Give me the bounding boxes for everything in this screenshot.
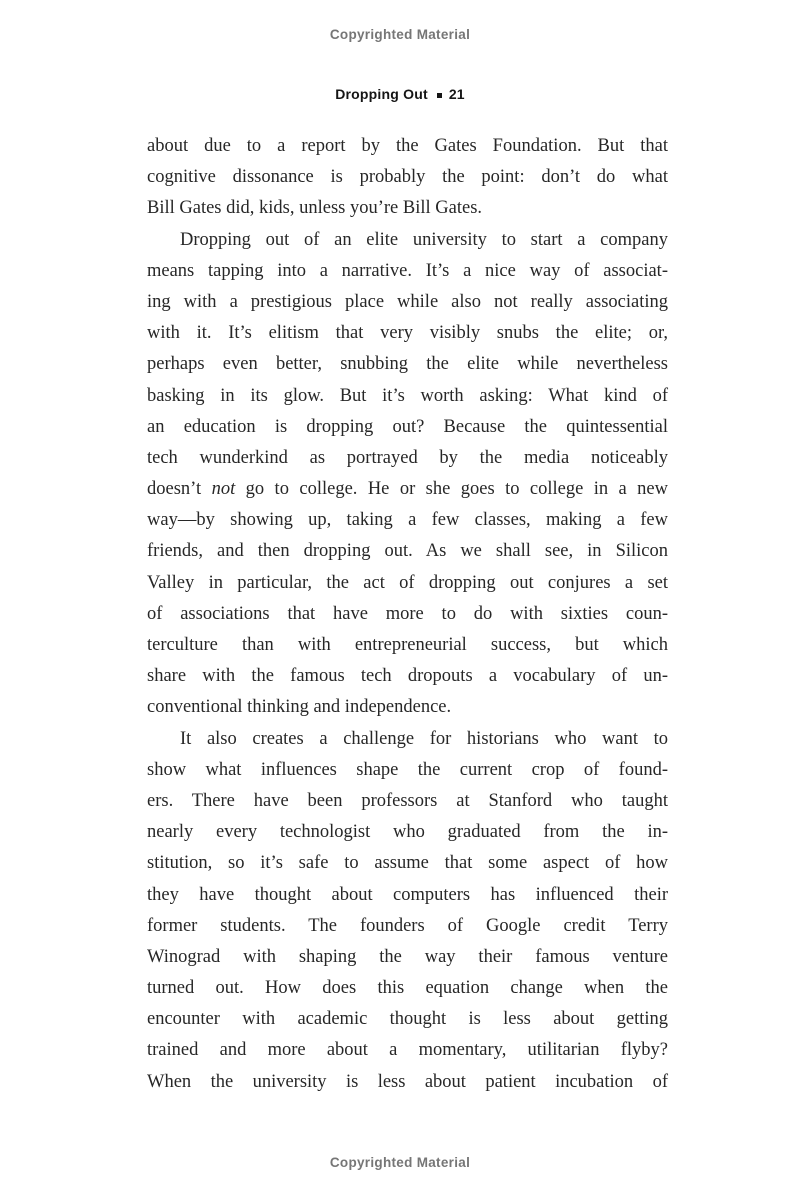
text-line: about due to a report by the Gates Foundation. But that xyxy=(147,136,668,156)
text-line: Bill Gates did, kids, unless you’re Bill Gates. xyxy=(147,198,483,219)
paragraph xyxy=(147,724,668,1098)
text-line: ers. There have been professors at Stanford who taught xyxy=(147,790,668,811)
text-line: trained and more about a momentary, utilitarian flyby? xyxy=(147,1040,668,1061)
text-line: former students. The founders of Google credit Terry xyxy=(147,915,668,936)
text-line: with it. It’s elitism that very visibly snubs the elite; or, xyxy=(147,323,668,344)
text-line: Winograd with shaping the way their famous venture xyxy=(147,946,668,967)
text-line: means tapping into a narrative. It’s a nice way of associat- xyxy=(147,260,668,281)
text-line: share with the famous tech dropouts a vocabulary of un- xyxy=(147,666,668,687)
page-number: 21 xyxy=(448,86,465,102)
text-line: When the university is less about patient incubation of xyxy=(147,1071,668,1092)
text-line: conventional thinking and independence. xyxy=(147,697,452,718)
text-line: show what influences shape the current crop of found- xyxy=(147,759,668,780)
text-line: nearly every technologist who graduated from the in- xyxy=(147,822,668,843)
text-line: perhaps even better, snubbing the elite while nevertheless xyxy=(147,354,668,375)
square-bullet-icon xyxy=(437,93,442,98)
text-line: ing with a prestigious place while also not really associating xyxy=(147,291,668,312)
text-line: doesn’t not go to college. He or she goes to college in a new xyxy=(147,479,668,500)
text-line: stitution, so it’s safe to assume that some aspect of how xyxy=(147,853,668,874)
text-line: basking in its glow. But it’s worth asking: What kind of xyxy=(147,385,668,406)
text-line: cognitive dissonance is probably the point: don’t do what xyxy=(147,167,668,188)
paragraph xyxy=(147,225,668,724)
copyright-watermark-bottom: Copyrighted Material xyxy=(329,1155,471,1170)
text-line: of associations that have more to do with sixties coun- xyxy=(147,603,668,624)
text-line: way—by showing up, taking a few classes, making a few xyxy=(147,510,668,531)
paragraph xyxy=(147,131,668,225)
running-head xyxy=(0,86,800,102)
text-line: an education is dropping out? Because the quintessential xyxy=(147,416,668,437)
text-line: Dropping out of an elite university to start a company xyxy=(180,229,668,250)
text-line: Valley in particular, the act of dropping out conjures a set xyxy=(147,572,668,593)
text-line: friends, and then dropping out. As we shall see, in Silicon xyxy=(147,541,668,562)
text-line: It also creates a challenge for historians who want to xyxy=(180,728,668,749)
text-line: they have thought about computers has influenced their xyxy=(147,884,668,905)
copyright-watermark-top: Copyrighted Material xyxy=(329,27,471,42)
text-line: encounter with academic thought is less about getting xyxy=(147,1009,668,1030)
text-line: turned out. How does this equation change when the xyxy=(147,978,668,999)
chapter-title: Dropping Out xyxy=(335,86,428,102)
body-text xyxy=(147,131,668,1098)
text-line: terculture than with entrepreneurial success, but which xyxy=(147,635,668,655)
text-line: tech wunderkind as portrayed by the media noticeably xyxy=(147,447,668,468)
